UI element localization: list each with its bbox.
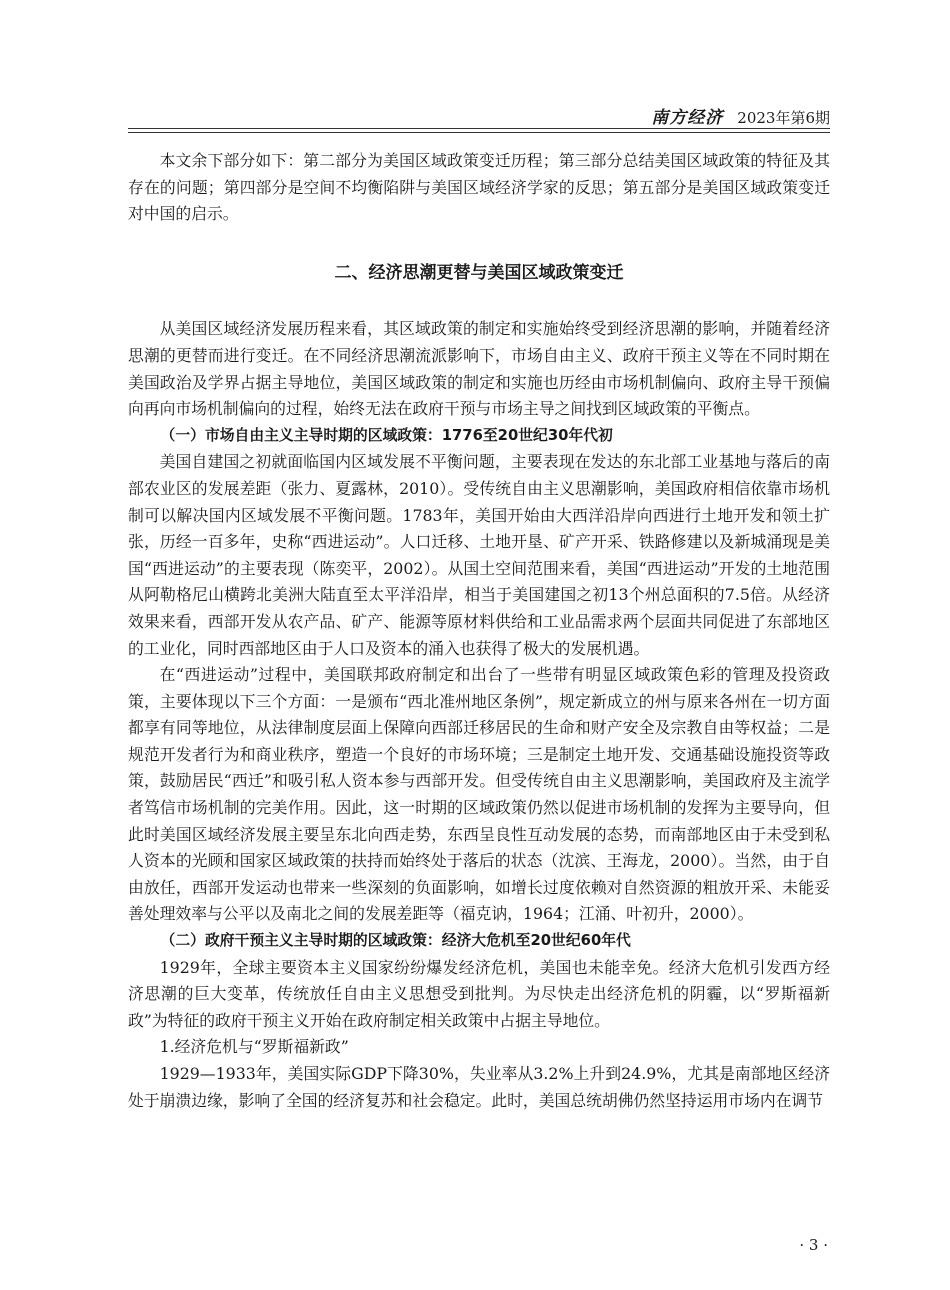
running-header	[651, 103, 830, 128]
subsubsection1-paragraph-1: 1929—1933年，美国实际GDP下降30%，失业率从3.2%上升到24.9%，尤其是南部地区经济处于崩溃边缘，影响了全国的经济复苏和社会稳定。此时，美国总统胡佛仍然坚持运用市场内在调节	[128, 1064, 830, 1110]
intro-paragraph: 本文余下部分如下：第二部分为美国区域政策变迁历程；第三部分总结美国区域政策的特征及其存在的问题；第四部分是空间不均衡陷阱与美国区域经济学家的反思；第五部分是美国区域政策变迁对中国的启示。	[128, 151, 830, 224]
subsection2-paragraph-1: 1929年，全球主要资本主义国家纷纷爆发经济危机，美国也未能幸免。经济大危机引发西方经济思潮的巨大变革，传统放任自由主义思想受到批判。为尽快走出经济危机的阴霾，以“罗斯福新政”为特征的政府干预主义开始在政府制定相关政策中占据主导地位。	[128, 957, 830, 1030]
subsection-heading-2: （二）政府干预主义主导时期的区域政策：经济大危机至20世纪60年代	[160, 932, 631, 950]
header-rule-thick	[128, 132, 830, 133]
section-intro-paragraph: 从美国区域经济发展历程来看，其区域政策的制定和实施始终受到经济思潮的影响，并随着经济思潮的更替而进行变迁。在不同经济思潮流派影响下，市场自由主义、政府干预主义等在不同时期在美国政治及学界占据主导地位，美国区域政策的制定和实施也历经由市场机制偏向、政府主导干预偏向再向市场机制偏向的过程，始终无法在政府干预与市场主导之间找到区域政策的平衡点。	[128, 319, 830, 419]
issue-label: 2023年第6期	[737, 109, 830, 127]
subsection-heading-1: （一）市场自由主义主导时期的区域政策：1776至20世纪30年代初	[160, 426, 613, 444]
subsubsection-heading-1: 1.经济危机与“罗斯福新政”	[159, 1037, 349, 1057]
article-body	[128, 148, 830, 1114]
page-number: · 3 ·	[799, 1236, 828, 1254]
subsection1-paragraph-2: 在“西进运动”过程中，美国联邦政府制定和出台了一些带有明显区域政策色彩的管理及投资政策，主要体现以下三个方面：一是颁布“西北准州地区条例”，规定新成立的州与原来各州在一切方面都享有同等地位，从法律制度层面上保障向西部迁移居民的生命和财产安全及宗教自由等权益；二是规范开发者行为和商业秩序，塑造一个良好的市场环境；三是制定土地开发、交通基础设施投资等政策，鼓励居民“西迁”和吸引私人资本参与西部开发。但受传统自由主义思潮影响，美国政府及主流学者笃信市场机制的完美作用。因此，这一时期的区域政策仍然以促进市场机制的发挥为主要导向，但此时美国区域经济发展主要呈东北向西走势，东西呈良性互动发展的态势，而南部地区由于未受到私人资本的光顾和国家区域政策的扶持而始终处于落后的状态（沈滨、王海龙，2000）。当然，由于自由放任，西部开发运动也带来一些深刻的负面影响，如增长过度依赖对自然资源的粗放开采、未能妥善处理效率与公平以及南北之间的发展差距等（福克讷，1964；江涌、叶初升，2000）。	[128, 665, 830, 924]
journal-name: 南方经济	[651, 108, 724, 128]
section-title: 二、经济思潮更替与美国区域政策变迁	[334, 262, 624, 283]
header-rule-thin	[128, 128, 830, 129]
subsection1-paragraph-1: 美国自建国之初就面临国内区域发展不平衡问题，主要表现在发达的东北部工业基地与落后的南部农业区的发展差距（张力、夏露林，2010）。受传统自由主义思潮影响，美国政府相信依靠市场机制可以解决国内区域发展不平衡问题。1783年，美国开始由大西洋沿岸向西进行土地开发和领土扩张，历经一百多年，史称“西进运动”。人口迁移、土地开垦、矿产开采、铁路修建以及新城涌现是美国“西进运动”的主要表现（陈奕平，2002）。从国土空间范围来看，美国“西进运动”开发的土地范围从阿勒格尼山横跨北美洲大陆直至太平洋沿岸，相当于美国建国之初13个州总面积的7.5倍。从经济效果来看，西部开发从农产品、矿产、能源等原材料供给和工业品需求两个层面共同促进了东部地区的工业化，同时西部地区由于人口及资本的涌入也获得了极大的发展机遇。	[128, 452, 830, 658]
